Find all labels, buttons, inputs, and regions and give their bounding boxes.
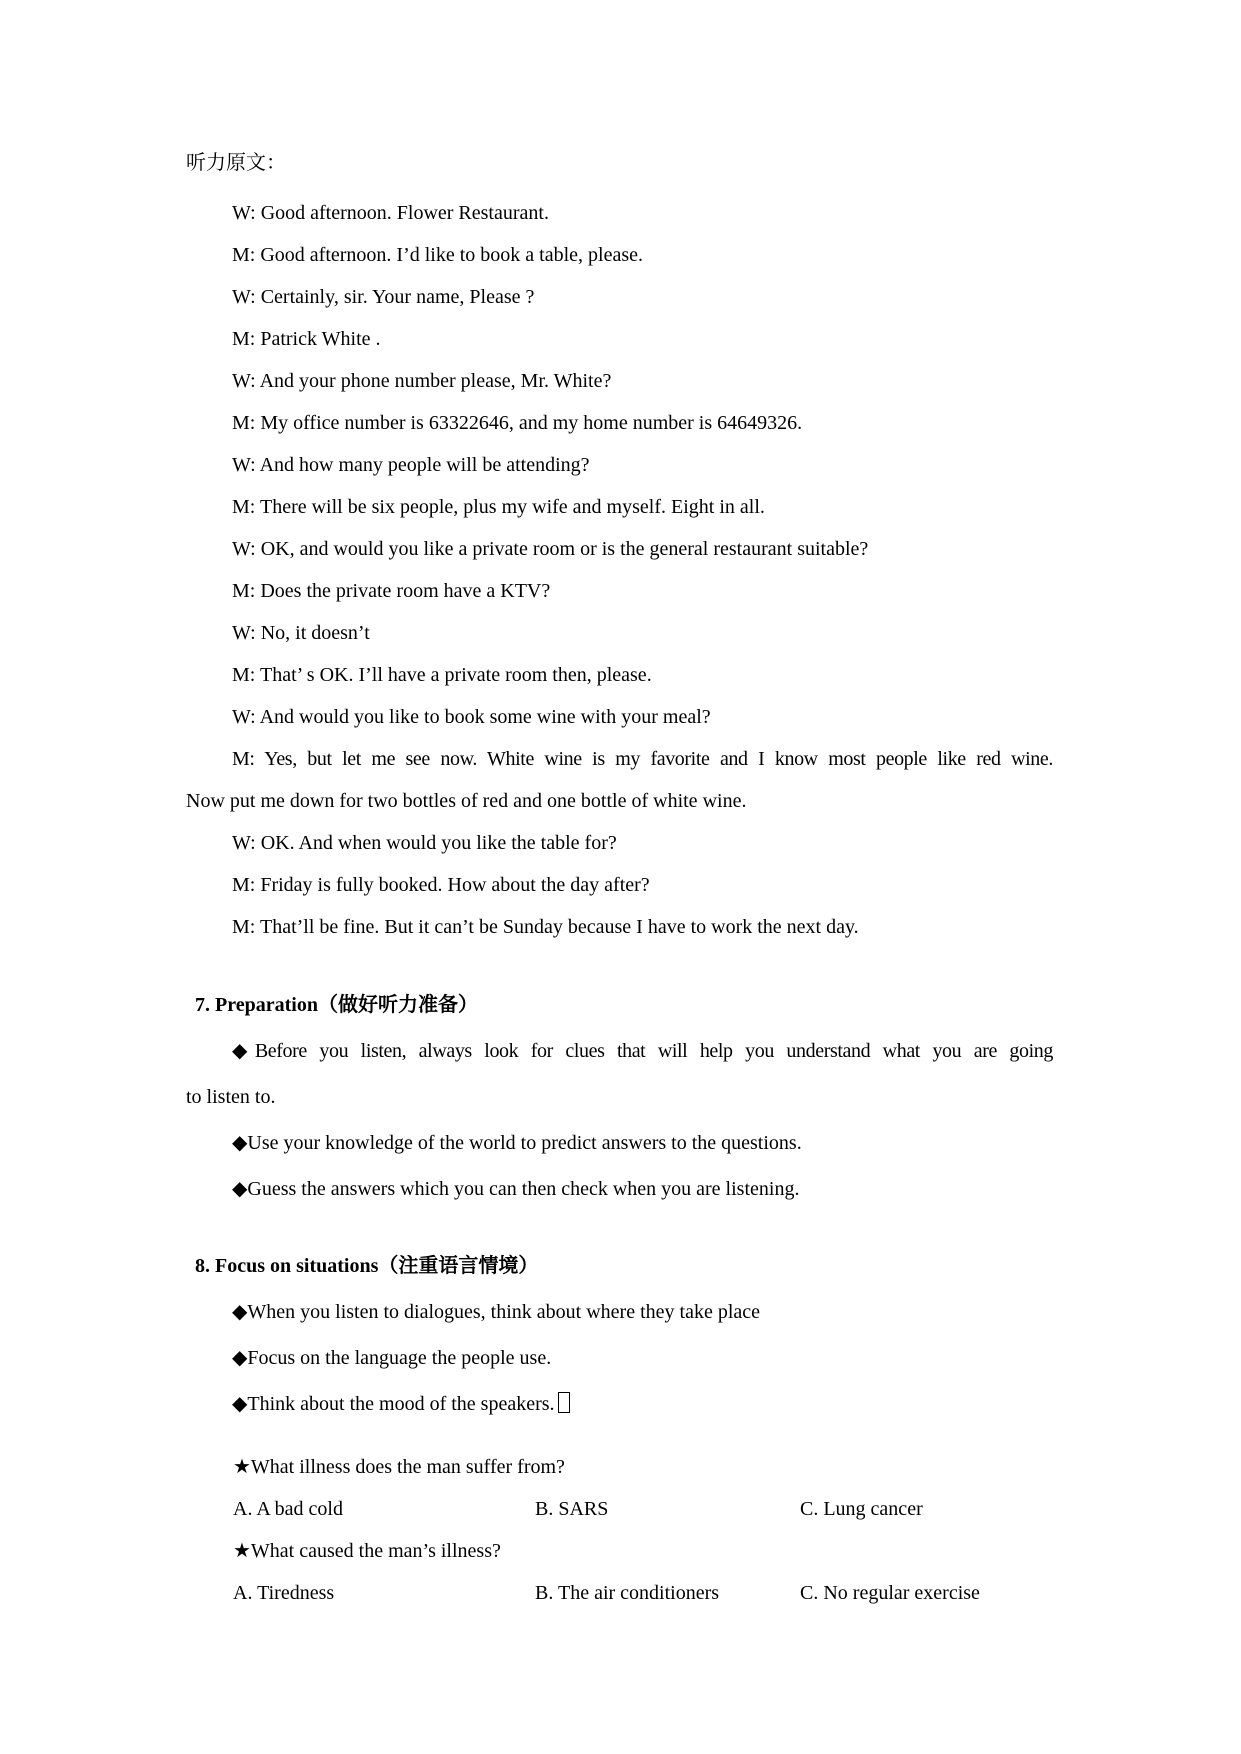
bullet-item: ◆Guess the answers which you can then check when you are listening. bbox=[232, 1178, 800, 1200]
transcript-line: W: Good afternoon. Flower Restaurant. bbox=[232, 202, 549, 224]
doc-title: 听力原文： bbox=[186, 152, 286, 174]
option-a: A. A bad cold bbox=[233, 1498, 343, 1520]
missing-glyph-box bbox=[558, 1392, 570, 1413]
bullet-continuation-line: to listen to. bbox=[186, 1086, 276, 1108]
bullet-item bbox=[186, 1381, 1053, 1427]
bullet-text: ◆Think about the mood of the speakers. bbox=[232, 1393, 555, 1415]
transcript-line: W: And how many people will be attending? bbox=[232, 454, 590, 476]
section-7-bullets bbox=[186, 1028, 1053, 1212]
transcript-line: M: There will be six people, plus my wife and myself. Eight in all. bbox=[232, 496, 765, 518]
question-prompt: ★What illness does the man suffer from? bbox=[233, 1456, 565, 1478]
transcript-line: W: And would you like to book some wine with your meal? bbox=[232, 706, 711, 728]
transcript-line: M: Patrick White . bbox=[232, 328, 381, 350]
section-8-bullets bbox=[186, 1289, 1053, 1427]
transcript-line: M: That’ll be fine. But it can’t be Sunday because I have to work the next day. bbox=[232, 916, 859, 938]
option-b: B. The air conditioners bbox=[535, 1582, 720, 1604]
transcript-line: W: Certainly, sir. Your name, Please ? bbox=[232, 286, 535, 308]
transcript-continuation-line: Now put me down for two bottles of red and one bottle of white wine. bbox=[186, 790, 747, 812]
option-b: B. SARS bbox=[535, 1498, 609, 1520]
bullet-item: ◆Focus on the language the people use. bbox=[232, 1347, 552, 1369]
option-a: A. Tiredness bbox=[233, 1582, 335, 1604]
bullet-item: ◆Before you listen, always look for clues that will help you understand what you are going bbox=[232, 1040, 1053, 1062]
transcript-line: M: Good afternoon. I’d like to book a table, please. bbox=[232, 244, 643, 266]
transcript-line: M: That’ s OK. I’ll have a private room then, please. bbox=[232, 664, 652, 686]
transcript-line: W: No, it doesn’t bbox=[232, 622, 370, 644]
transcript-line: M: Friday is fully booked. How about the day after? bbox=[232, 874, 650, 896]
options-row bbox=[233, 1488, 1053, 1530]
transcript-line: W: And your phone number please, Mr. White? bbox=[232, 370, 612, 392]
option-c: C. No regular exercise bbox=[800, 1582, 980, 1604]
questions-block bbox=[186, 1446, 1053, 1614]
section-7-heading: 7. Preparation（做好听力准备） bbox=[195, 994, 478, 1016]
option-c: C. Lung cancer bbox=[800, 1498, 923, 1520]
bullet-item: ◆Use your knowledge of the world to predict answers to the questions. bbox=[232, 1132, 802, 1154]
transcript-line: W: OK, and would you like a private room or is the general restaurant suitable? bbox=[232, 538, 869, 560]
transcript-line: W: OK. And when would you like the table for? bbox=[232, 832, 617, 854]
transcript-block bbox=[186, 192, 1053, 948]
section-8-heading: 8. Focus on situations（注重语言情境） bbox=[195, 1255, 539, 1277]
question-prompt: ★What caused the man’s illness? bbox=[233, 1540, 501, 1562]
transcript-line: M: Does the private room have a KTV? bbox=[232, 580, 551, 602]
options-row bbox=[233, 1572, 1053, 1614]
bullet-item: ◆When you listen to dialogues, think about where they take place bbox=[232, 1301, 761, 1323]
transcript-line: M: My office number is 63322646, and my home number is 64649326. bbox=[232, 412, 803, 434]
transcript-line: M: Yes, but let me see now. White wine is my favorite and I know most people like red wine. bbox=[232, 748, 1053, 770]
